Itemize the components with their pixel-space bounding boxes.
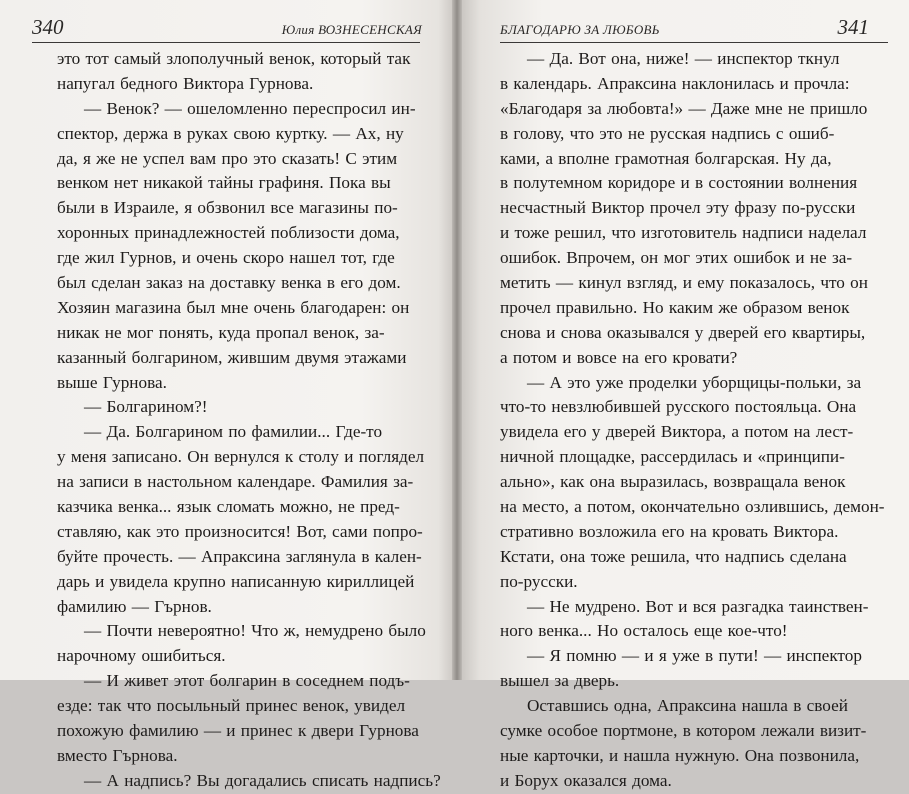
page-number: 340 (32, 15, 64, 39)
text-line: — Венок? — ошеломленно переспросил ин- (84, 98, 416, 118)
text-line: на место, а потом, окончательно озлившись, демон- (500, 497, 885, 517)
text-line: это тот самый злополучный венок, который так (57, 49, 411, 68)
text-line: нарочному ошибиться. (57, 646, 226, 666)
text-line: — Не мудрено. Вот и вся разгадка таинствен- (527, 596, 869, 616)
text-line: Кстати, она тоже решила, что надпись сделана (500, 546, 847, 566)
text-line: снова и снова оказывался у дверей его квартиры, (500, 322, 866, 342)
text-line: в голову, что это не русская надпись с ошиб- (500, 123, 835, 143)
text-line: — А надпись? Вы догадались списать надпись? (84, 770, 441, 790)
text-line: что-то невзлюбившей русского постояльца. Она (500, 397, 857, 417)
header-rule (32, 42, 420, 43)
text-line: да, я же не успел вам про это сказать! С этим (57, 148, 398, 168)
text-line: похожую фамилию — и принес к двери Гурнова (57, 721, 419, 741)
text-line: фамилию — Гърнов. (57, 596, 212, 616)
text-line: а потом и вовсе на его кровати? (500, 347, 738, 367)
running-head: БЛАГОДАРЮ ЗА ЛЮБОВЬ (500, 22, 660, 37)
text-line: напугал бедного Виктора Гурнова. (57, 73, 314, 93)
book-gutter (452, 0, 462, 680)
text-line: вместо Гърнова. (57, 745, 178, 765)
text-line: сумке особое портмоне, в котором лежали визит- (500, 721, 867, 741)
right-page (462, 0, 909, 790)
text-line: на записи в настольном календаре. Фамилия за- (57, 472, 414, 492)
text-line: буйте прочесть. — Апраксина заглянула в кален- (57, 546, 422, 566)
text-line: — И живет этот болгарин в соседнем подъ- (84, 671, 410, 691)
text-line: были в Израиле, я обзвонил все магазины по- (57, 198, 398, 218)
text-line: выше Гурнова. (57, 372, 167, 392)
text-line: в полутемном коридоре и в состоянии волнения (500, 173, 858, 193)
text-line: и Борух оказался дома. (500, 770, 672, 790)
text-line: увидела его у дверей Виктора, а потом на лест- (500, 422, 854, 442)
text-line: ошибок. Впрочем, он мог этих ошибок и не за- (500, 248, 853, 268)
text-line: и тоже решил, что изготовитель надписи наделал (500, 223, 867, 243)
text-line: по-русски. (500, 571, 578, 591)
header-rule (500, 42, 888, 43)
text-line: прочел правильно. Но каким же образом венок (500, 297, 850, 317)
text-line: несчастный Виктор прочел эту фразу по-русски (500, 198, 856, 218)
text-line: ничной площадке, рассердилась и «принципи- (500, 447, 845, 467)
text-line: «Благодаря за любовта!» — Даже мне не пришло (500, 98, 868, 118)
text-line: был сделан заказ на доставку венка в его дом. (57, 273, 401, 293)
text-line: у меня записано. Он вернулся к столу и поглядел (57, 447, 425, 467)
text-line: — Да. Вот она, ниже! — инспектор ткнул (527, 49, 840, 68)
text-line: — А это уже проделки уборщицы-польки, за (527, 372, 862, 392)
text-line: казанный болгарином, жившим двумя этажами (57, 347, 407, 367)
text-line: стративно возложила его на кровать Виктора. (500, 521, 839, 541)
text-line: — Почти невероятно! Что ж, немудрено было (84, 621, 426, 641)
text-line: хоронных принадлежностей поблизости дома, (57, 223, 400, 243)
body-text (500, 47, 885, 794)
text-line: Оставшись одна, Апраксина нашла в своей (527, 696, 848, 716)
text-line: ками, а вполне грамотная болгарская. Ну да, (500, 148, 832, 168)
text-line: ные карточки, и нашла нужную. Она позвонила, (500, 745, 860, 765)
text-line: где жил Гурнов, и очень скоро нашел тот, где (57, 248, 395, 268)
text-line: дарь и увидела крупно написанную кириллицей (57, 571, 415, 591)
text-line: ально», как она выразилась, возвращала венок (500, 472, 846, 492)
text-line: езде: так что посыльный принес венок, увидел (57, 696, 406, 716)
text-line: — Да. Болгарином по фамилии... Где-то (84, 422, 383, 442)
running-head: Юлия ВОЗНЕСЕНСКАЯ (281, 22, 422, 37)
body-text (57, 47, 441, 794)
text-line: ного венка... Но осталось еще кое-что! (500, 621, 788, 641)
text-line: ставляю, как это произносится! Вот, сами попро- (57, 521, 423, 541)
text-line: — Болгарином?! (84, 397, 208, 417)
text-line: казчика венка... язык сломать можно, не пред- (57, 497, 400, 517)
text-line: метить — кинул взгляд, и ему показалось, что он (500, 273, 868, 293)
page-number: 341 (837, 15, 869, 39)
left-page (0, 0, 452, 790)
text-line: в календарь. Апраксина наклонилась и прочла: (500, 73, 850, 93)
text-line: — Я помню — и я уже в пути! — инспектор (527, 646, 862, 666)
text-line: Хозяин магазина был мне очень благодарен: он (57, 297, 410, 317)
text-line: спектор, держа в руках свою куртку. — Ах, ну (57, 123, 404, 143)
text-line: вышел за дверь. (500, 671, 620, 691)
text-line: венком нет никакой тайны графиня. Пока вы (57, 173, 391, 193)
text-line: никак не мог понять, куда пропал венок, за- (57, 322, 385, 342)
